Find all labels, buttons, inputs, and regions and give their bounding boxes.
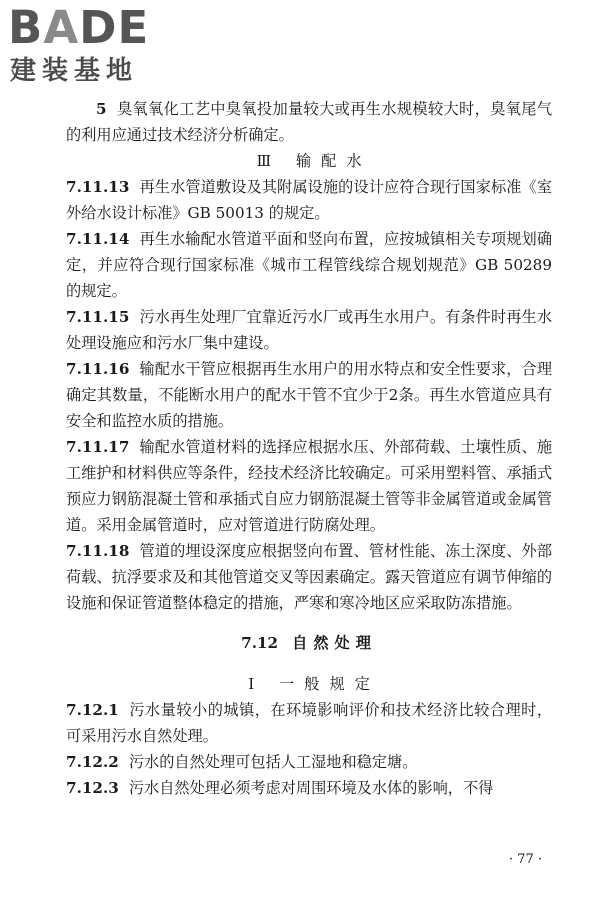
clause-text: 污水的自然处理可包括人工湿地和稳定塘。	[128, 753, 418, 771]
clause-text: 污水量较小的城镇，在环境影响评价和技术经济比较合理时，可采用污水自然处理。	[66, 701, 552, 745]
section-heading	[66, 630, 552, 656]
clause-7-11-15	[66, 304, 552, 356]
clause-number: 7.11.17	[66, 438, 130, 456]
clause-number: 7.11.14	[66, 230, 130, 248]
bade-logo	[8, 1, 178, 86]
section-title: 自然处理	[292, 634, 377, 652]
clause-text: 污水再生处理厂宜靠近污水厂或再生水用户。有条件时再生水处理设施应和污水厂集中建设。	[66, 308, 552, 352]
section-number: 7.12	[241, 634, 279, 652]
clause-number: 7.11.18	[66, 542, 130, 560]
clause-number: 7.12.2	[66, 753, 119, 771]
clause-text: 输配水干管应根据再生水用户的用水特点和安全性要求，合理确定其数量，不能断水用户的配水干管不宜少于2条。再生水管道应具有安全和监控水质的措施。	[66, 360, 552, 430]
clause-7-11-14	[66, 226, 552, 304]
clause-text: 再生水输配水管道平面和竖向布置，应按城镇相关专项规划确定，并应符合现行国家标准《城市工程管线综合规划规范》GB 50289 的规定。	[66, 230, 552, 300]
logo-subtitle: 建装基地	[10, 56, 139, 86]
item-number: 5	[96, 100, 107, 118]
logo-letters-de: DE	[79, 1, 150, 54]
logo-letter-a: A	[43, 1, 80, 54]
clause-7-11-18	[66, 538, 552, 616]
clause-7-12-1	[66, 697, 552, 749]
clause-number: 7.11.15	[66, 308, 130, 326]
logo-wordmark	[8, 1, 150, 54]
item-text: 臭氧氧化工艺中臭氧投加量较大或再生水规模较大时，臭氧尾气的利用应通过技术经济分析确定。	[66, 100, 552, 144]
subsection-heading: Ⅰ 一般规定	[248, 675, 380, 693]
clause-number: 7.12.1	[66, 701, 119, 719]
page-number: · 77 ·	[508, 852, 542, 867]
subsection-heading: Ⅲ 输配水	[256, 152, 372, 170]
clause-number: 7.12.3	[66, 779, 119, 797]
clause-text: 再生水管道敷设及其附属设施的设计应符合现行国家标准《室外给水设计标准》GB 50013 的规定。	[66, 178, 552, 222]
clause-text: 输配水管道材料的选择应根据水压、外部荷载、土壤性质、施工维护和材料供应等条件，经技术经济比较确定。可采用塑料管、承插式预应力钢筋混凝土管和承插式自应力钢筋混凝土管等非金属管道或金属管道。采用金属管道时，应对管道进行防腐处理。	[66, 438, 552, 534]
clause-text: 污水自然处理必须考虑对周围环境及水体的影响，不得	[128, 779, 494, 797]
logo-letter-b: B	[8, 1, 44, 54]
clause-7-11-17	[66, 434, 552, 538]
clause-number: 7.11.13	[66, 178, 130, 196]
clause-7-12-3	[66, 775, 552, 801]
page-body	[66, 96, 552, 801]
paragraph-item-5	[66, 96, 552, 148]
clause-text: 管道的埋设深度应根据竖向布置、管材性能、冻土深度、外部荷载、抗浮要求及和其他管道交叉等因素确定。露天管道应有调节伸缩的设施和保证管道整体稳定的措施，严寒和寒冷地区应采取防冻措施。	[66, 542, 552, 612]
clause-7-11-13	[66, 174, 552, 226]
clause-number: 7.11.16	[66, 360, 130, 378]
clause-7-11-16	[66, 356, 552, 434]
clause-7-12-2	[66, 749, 552, 775]
